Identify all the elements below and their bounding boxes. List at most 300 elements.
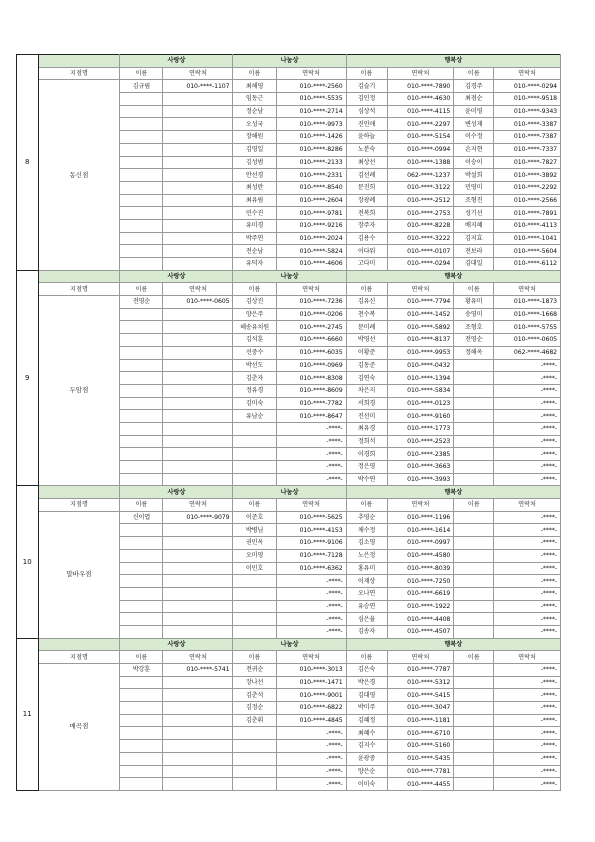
- name-cell: 김은숙: [346, 664, 387, 677]
- name-cell: [120, 258, 163, 271]
- group-number: 10: [17, 486, 39, 638]
- phone-cell: 010-****-4408: [387, 613, 454, 626]
- phone-cell: [163, 473, 233, 486]
- phone-cell: 010-****-1614: [387, 524, 454, 537]
- phone-cell: -****-: [494, 562, 561, 575]
- phone-cell: 010-****-4845: [276, 714, 346, 727]
- name-cell: [454, 689, 494, 702]
- phone-cell: [163, 435, 233, 448]
- name-cell: 최해영: [233, 80, 276, 93]
- header-phone: 연락처: [387, 283, 454, 296]
- name-cell: 전영순: [454, 334, 494, 347]
- name-cell: [454, 727, 494, 740]
- name-cell: 추영순: [346, 511, 387, 524]
- phone-cell: 010-****-2714: [276, 105, 346, 118]
- phone-cell: 010-****-2523: [387, 435, 454, 448]
- phone-cell: 010-****-2024: [276, 232, 346, 245]
- phone-cell: 010-****-8286: [276, 143, 346, 156]
- header-phone: 연락처: [387, 67, 454, 80]
- phone-cell: 010-****-7787: [387, 664, 454, 677]
- name-cell: [454, 714, 494, 727]
- name-cell: 김소영: [346, 537, 387, 550]
- name-cell: 정희석: [346, 435, 387, 448]
- name-cell: 최유경: [346, 422, 387, 435]
- phone-cell: [163, 422, 233, 435]
- tier-header-blank: [38, 55, 120, 68]
- name-cell: 유덕자: [233, 258, 276, 271]
- name-cell: 김선례: [346, 169, 387, 182]
- name-cell: 김규림: [120, 80, 163, 93]
- phone-cell: 010-****-4115: [387, 105, 454, 118]
- header-phone: 연락처: [163, 283, 233, 296]
- name-cell: 이재상: [346, 575, 387, 588]
- name-cell: [454, 600, 494, 613]
- phone-cell: -****-: [276, 778, 346, 791]
- tier-label-nanum: 나눔상: [233, 638, 346, 651]
- phone-cell: 010-****-2331: [276, 169, 346, 182]
- phone-cell: [163, 156, 233, 169]
- name-cell: [454, 473, 494, 486]
- name-cell: [454, 778, 494, 791]
- name-cell: 김대영: [346, 689, 387, 702]
- name-cell: [120, 625, 163, 638]
- name-cell: 장해원: [233, 131, 276, 144]
- phone-cell: 010-****-7128: [276, 549, 346, 562]
- phone-cell: 010-****-3013: [276, 664, 346, 677]
- phone-cell: -****-: [494, 359, 561, 372]
- phone-cell: -****-: [276, 752, 346, 765]
- phone-cell: -****-: [494, 689, 561, 702]
- name-cell: [233, 435, 276, 448]
- name-cell: [120, 562, 163, 575]
- name-cell: [454, 549, 494, 562]
- name-cell: [120, 105, 163, 118]
- phone-cell: 010-****-5892: [387, 321, 454, 334]
- phone-cell: 010-****-6112: [494, 258, 561, 271]
- phone-cell: 010-****-6822: [276, 702, 346, 715]
- name-cell: [120, 461, 163, 474]
- name-cell: 박병님: [233, 524, 276, 537]
- name-cell: [120, 118, 163, 131]
- phone-cell: 010-****-1426: [276, 131, 346, 144]
- phone-cell: -****-: [494, 727, 561, 740]
- header-phone: 연락처: [494, 67, 561, 80]
- phone-cell: [163, 410, 233, 423]
- name-cell: [120, 410, 163, 423]
- header-phone: 연락처: [494, 499, 561, 512]
- phone-cell: 010-****-0107: [387, 245, 454, 258]
- tier-label-haengbok: 행복상: [346, 55, 560, 68]
- name-cell: [233, 448, 276, 461]
- phone-cell: -****-: [276, 448, 346, 461]
- phone-cell: -****-: [276, 727, 346, 740]
- header-name: 이름: [233, 499, 276, 512]
- phone-cell: 010-****-7890: [387, 80, 454, 93]
- name-cell: 신이엽: [120, 511, 163, 524]
- header-name: 이름: [120, 651, 163, 664]
- phone-cell: 010-****-5160: [387, 740, 454, 753]
- phone-cell: 010-****-4455: [387, 778, 454, 791]
- name-cell: 김미숙: [233, 397, 276, 410]
- phone-cell: 010-****-4507: [387, 625, 454, 638]
- phone-cell: 010-****-6362: [276, 562, 346, 575]
- name-cell: [454, 511, 494, 524]
- phone-cell: -****-: [276, 625, 346, 638]
- header-name: 이름: [233, 283, 276, 296]
- phone-cell: -****-: [494, 473, 561, 486]
- name-cell: 김송자: [346, 625, 387, 638]
- phone-cell: 010-****-2385: [387, 448, 454, 461]
- tier-header-blank: [38, 486, 120, 499]
- phone-cell: 010-****-4153: [276, 524, 346, 537]
- phone-cell: -****-: [494, 625, 561, 638]
- name-cell: 정해옥: [454, 346, 494, 359]
- phone-cell: -****-: [494, 664, 561, 677]
- name-cell: [454, 422, 494, 435]
- phone-cell: -****-: [494, 422, 561, 435]
- phone-cell: [163, 245, 233, 258]
- phone-cell: -****-: [276, 473, 346, 486]
- phone-cell: 010-****-2292: [494, 181, 561, 194]
- phone-cell: -****-: [276, 575, 346, 588]
- name-cell: 김석훈: [233, 334, 276, 347]
- phone-cell: [163, 727, 233, 740]
- phone-cell: -****-: [494, 702, 561, 715]
- name-cell: 정순남: [233, 105, 276, 118]
- name-cell: [120, 752, 163, 765]
- header-phone: 연락처: [494, 283, 561, 296]
- phone-cell: -****-: [494, 384, 561, 397]
- phone-cell: 010-****-8228: [387, 219, 454, 232]
- name-cell: [120, 232, 163, 245]
- name-cell: 김지수: [346, 740, 387, 753]
- name-cell: [233, 765, 276, 778]
- phone-cell: [163, 575, 233, 588]
- name-cell: 박주연: [233, 232, 276, 245]
- phone-cell: 010-****-8540: [276, 181, 346, 194]
- name-cell: 민수진: [233, 207, 276, 220]
- phone-cell: [163, 549, 233, 562]
- name-cell: 박강훈: [120, 664, 163, 677]
- phone-cell: 010-****-9106: [276, 537, 346, 550]
- phone-cell: 010-****-0605: [494, 334, 561, 347]
- phone-cell: 010-****-7781: [387, 765, 454, 778]
- name-cell: [454, 676, 494, 689]
- name-cell: 김슬기: [346, 80, 387, 93]
- phone-cell: 010-****-1181: [387, 714, 454, 727]
- header-phone: 연락처: [387, 651, 454, 664]
- name-cell: [454, 752, 494, 765]
- name-cell: [120, 334, 163, 347]
- name-cell: 김지효: [454, 232, 494, 245]
- name-cell: 전순남: [233, 245, 276, 258]
- phone-cell: 010-****-1041: [494, 232, 561, 245]
- phone-cell: 010-****-5154: [387, 131, 454, 144]
- name-cell: [454, 524, 494, 537]
- phone-cell: 010-****-6619: [387, 587, 454, 600]
- name-cell: 오나연: [346, 587, 387, 600]
- name-cell: [454, 435, 494, 448]
- name-cell: 조형진: [454, 194, 494, 207]
- phone-cell: [163, 740, 233, 753]
- phone-cell: 010-****-5834: [387, 384, 454, 397]
- phone-cell: -****-: [494, 613, 561, 626]
- name-cell: [454, 397, 494, 410]
- phone-cell: 010-****-9518: [494, 93, 561, 106]
- name-cell: 윤광중: [346, 752, 387, 765]
- phone-cell: 062-****-1237: [387, 169, 454, 182]
- phone-cell: 010-****-7337: [494, 143, 561, 156]
- phone-cell: 010-****-3387: [494, 118, 561, 131]
- name-cell: 양은주: [233, 308, 276, 321]
- name-cell: [233, 461, 276, 474]
- phone-cell: [163, 169, 233, 182]
- phone-cell: 010-****-8039: [387, 562, 454, 575]
- phone-cell: 010-****-8647: [276, 410, 346, 423]
- name-cell: 김동준: [346, 359, 387, 372]
- name-cell: [120, 207, 163, 220]
- name-cell: [120, 714, 163, 727]
- name-cell: 권민옥: [233, 537, 276, 550]
- name-cell: [233, 752, 276, 765]
- phone-cell: 010-****-5312: [387, 676, 454, 689]
- name-cell: 전복희: [346, 207, 387, 220]
- phone-cell: -****-: [494, 575, 561, 588]
- phone-cell: 010-****-7236: [276, 296, 346, 309]
- name-cell: 전영순: [120, 296, 163, 309]
- table-row: [17, 80, 561, 93]
- name-cell: [454, 384, 494, 397]
- name-cell: [120, 448, 163, 461]
- branch-name: 매곡점: [38, 664, 120, 791]
- phone-cell: 010-****-3122: [387, 181, 454, 194]
- phone-cell: [163, 346, 233, 359]
- phone-cell: 010-****-4606: [276, 258, 346, 271]
- column-header-row: [17, 499, 561, 512]
- name-cell: [120, 740, 163, 753]
- phone-cell: [163, 131, 233, 144]
- name-cell: 이미숙: [346, 778, 387, 791]
- phone-cell: [163, 384, 233, 397]
- phone-cell: 010-****-9343: [494, 105, 561, 118]
- name-cell: 김정순: [233, 702, 276, 715]
- award-table: [16, 54, 561, 791]
- phone-cell: [163, 702, 233, 715]
- header-phone: 연락처: [276, 499, 346, 512]
- name-cell: [120, 372, 163, 385]
- phone-cell: [163, 461, 233, 474]
- header-name: 이름: [454, 499, 494, 512]
- name-cell: [120, 765, 163, 778]
- name-cell: 유남순: [233, 410, 276, 423]
- name-cell: 이황준: [346, 346, 387, 359]
- name-cell: [120, 689, 163, 702]
- phone-cell: 010-****-3222: [387, 232, 454, 245]
- name-cell: [120, 131, 163, 144]
- phone-cell: 010-****-8137: [387, 334, 454, 347]
- header-name: 이름: [346, 67, 387, 80]
- tier-label-sarang: 사랑상: [120, 486, 233, 499]
- phone-cell: -****-: [494, 752, 561, 765]
- header-name: 이름: [454, 651, 494, 664]
- name-cell: [120, 346, 163, 359]
- phone-cell: -****-: [494, 740, 561, 753]
- name-cell: [120, 702, 163, 715]
- phone-cell: [163, 232, 233, 245]
- name-cell: 이민호: [233, 562, 276, 575]
- name-cell: [454, 537, 494, 550]
- header-phone: 연락처: [494, 651, 561, 664]
- name-cell: [120, 727, 163, 740]
- header-name: 이름: [454, 67, 494, 80]
- name-cell: [120, 473, 163, 486]
- name-cell: 김민정: [346, 93, 387, 106]
- phone-cell: -****-: [494, 372, 561, 385]
- name-cell: 오성국: [233, 118, 276, 131]
- phone-cell: 010-****-9953: [387, 346, 454, 359]
- name-cell: 김혜정: [346, 714, 387, 727]
- phone-cell: 010-****-5535: [276, 93, 346, 106]
- tier-label-sarang: 사랑상: [120, 55, 233, 68]
- phone-cell: 010-****-7827: [494, 156, 561, 169]
- name-cell: 배지혜: [454, 219, 494, 232]
- name-cell: [120, 181, 163, 194]
- name-cell: 천수복: [346, 308, 387, 321]
- name-cell: 전보라: [454, 245, 494, 258]
- name-cell: [120, 143, 163, 156]
- name-cell: 장광례: [346, 194, 387, 207]
- phone-cell: [163, 219, 233, 232]
- header-name: 이름: [454, 283, 494, 296]
- name-cell: 장주자: [346, 219, 387, 232]
- phone-cell: [163, 714, 233, 727]
- name-cell: 심은율: [346, 613, 387, 626]
- name-cell: [233, 422, 276, 435]
- name-cell: 황유미: [454, 296, 494, 309]
- tier-header-blank: [38, 270, 120, 283]
- name-cell: [454, 625, 494, 638]
- tier-label-haengbok: 행복상: [346, 638, 560, 651]
- phone-cell: -****-: [276, 740, 346, 753]
- header-name: 이름: [346, 651, 387, 664]
- name-cell: 최상선: [346, 156, 387, 169]
- name-cell: [454, 562, 494, 575]
- phone-cell: -****-: [276, 613, 346, 626]
- phone-cell: 010-****-4580: [387, 549, 454, 562]
- name-cell: [233, 625, 276, 638]
- name-cell: 김상진: [233, 296, 276, 309]
- name-cell: [454, 702, 494, 715]
- phone-cell: -****-: [276, 587, 346, 600]
- name-cell: [120, 397, 163, 410]
- phone-cell: [163, 600, 233, 613]
- phone-cell: 010-****-5604: [494, 245, 561, 258]
- phone-cell: 010-****-3993: [387, 473, 454, 486]
- name-cell: 문미례: [346, 321, 387, 334]
- phone-cell: -****-: [494, 435, 561, 448]
- phone-cell: 010-****-7782: [276, 397, 346, 410]
- phone-cell: 010-****-1388: [387, 156, 454, 169]
- table-row: [17, 296, 561, 309]
- name-cell: [233, 600, 276, 613]
- name-cell: [454, 410, 494, 423]
- phone-cell: 010-****-6710: [387, 727, 454, 740]
- header-phone: 연락처: [387, 499, 454, 512]
- name-cell: [454, 664, 494, 677]
- name-cell: [120, 524, 163, 537]
- group-number: 8: [17, 55, 39, 271]
- name-cell: 유승연: [346, 600, 387, 613]
- name-cell: [120, 169, 163, 182]
- name-cell: 이수정: [454, 131, 494, 144]
- phone-cell: [163, 613, 233, 626]
- phone-cell: 010-****-9160: [387, 410, 454, 423]
- phone-cell: [163, 194, 233, 207]
- name-cell: [120, 384, 163, 397]
- name-cell: 채수정: [346, 524, 387, 537]
- phone-cell: 010-****-8308: [276, 372, 346, 385]
- name-cell: 이경희: [346, 448, 387, 461]
- name-cell: 유미경: [233, 219, 276, 232]
- phone-cell: [163, 524, 233, 537]
- phone-cell: [163, 321, 233, 334]
- phone-cell: -****-: [494, 778, 561, 791]
- phone-cell: [163, 334, 233, 347]
- phone-cell: -****-: [494, 714, 561, 727]
- name-cell: 이다워: [346, 245, 387, 258]
- name-cell: 이숭이: [454, 156, 494, 169]
- name-cell: 해송유치원: [233, 321, 276, 334]
- name-cell: [454, 613, 494, 626]
- header-phone: 연락처: [163, 499, 233, 512]
- name-cell: 김춘자: [233, 372, 276, 385]
- phone-cell: -****-: [276, 422, 346, 435]
- name-cell: [233, 473, 276, 486]
- branch-name: 동신점: [38, 80, 120, 270]
- phone-cell: [163, 448, 233, 461]
- name-cell: 노분숙: [346, 143, 387, 156]
- header-name: 이름: [120, 283, 163, 296]
- name-cell: 서희경: [346, 397, 387, 410]
- name-cell: 선중수: [233, 346, 276, 359]
- group-number: 9: [17, 270, 39, 486]
- phone-cell: 010-****-0206: [276, 308, 346, 321]
- name-cell: [120, 219, 163, 232]
- name-cell: 진선미: [346, 410, 387, 423]
- name-cell: 장나선: [233, 676, 276, 689]
- name-cell: [233, 740, 276, 753]
- tier-header-row: [17, 55, 561, 68]
- phone-cell: -****-: [494, 524, 561, 537]
- name-cell: 김영일: [233, 143, 276, 156]
- phone-cell: [163, 397, 233, 410]
- phone-cell: 010-****-5741: [163, 664, 233, 677]
- phone-cell: 010-****-1873: [494, 296, 561, 309]
- phone-cell: [163, 765, 233, 778]
- name-cell: [233, 587, 276, 600]
- phone-cell: [163, 143, 233, 156]
- name-cell: [454, 765, 494, 778]
- phone-cell: [163, 308, 233, 321]
- name-cell: 심상석: [346, 105, 387, 118]
- header-name: 이름: [233, 651, 276, 664]
- name-cell: [454, 575, 494, 588]
- phone-cell: 010-****-5755: [494, 321, 561, 334]
- branch-name: 두암점: [38, 296, 120, 486]
- phone-cell: -****-: [276, 600, 346, 613]
- name-cell: 김용수: [346, 232, 387, 245]
- header-name: 이름: [233, 67, 276, 80]
